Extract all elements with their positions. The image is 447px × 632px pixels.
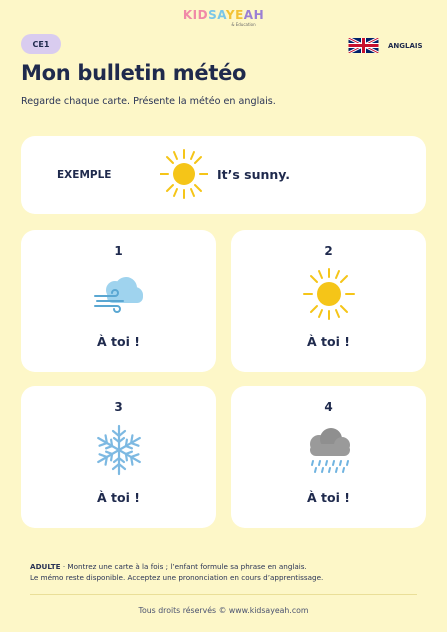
footer-divider bbox=[30, 594, 417, 595]
page-title: Mon bulletin météo bbox=[21, 61, 247, 85]
card-prompt: À toi ! bbox=[97, 334, 140, 349]
card-number: 4 bbox=[324, 400, 333, 414]
language-indicator bbox=[348, 38, 423, 53]
level-badge: CE1 bbox=[21, 34, 61, 54]
example-sentence: It’s sunny. bbox=[217, 167, 291, 182]
card-number: 1 bbox=[114, 244, 123, 258]
example-card bbox=[21, 136, 426, 214]
card-prompt: À toi ! bbox=[307, 490, 350, 505]
language-label: ANGLAIS bbox=[388, 41, 423, 50]
footer-copyright: Tous droits réservés © www.kidsayeah.com bbox=[138, 606, 309, 615]
adult-note bbox=[30, 561, 430, 583]
weather-card-4[interactable] bbox=[231, 386, 426, 528]
logo-wordmark: KIDSAYEAH bbox=[182, 8, 265, 22]
instructions: Regarde chaque carte. Présente la météo en anglais. bbox=[21, 96, 276, 107]
weather-card-3[interactable] bbox=[21, 386, 216, 528]
adult-note-line1: · Montrez une carte à la fois ; l’enfant formule sa phrase en anglais. bbox=[60, 562, 307, 571]
adult-note-line2: Le mémo reste disponible. Acceptez une prononciation en cours d’apprentissage. bbox=[30, 573, 324, 582]
brand-logo bbox=[0, 8, 447, 27]
windy-cloud-icon bbox=[93, 268, 145, 320]
card-prompt: À toi ! bbox=[97, 490, 140, 505]
card-number: 3 bbox=[114, 400, 123, 414]
logo-subtitle: & Education bbox=[231, 22, 256, 27]
card-number: 2 bbox=[324, 244, 333, 258]
card-prompt: À toi ! bbox=[307, 334, 350, 349]
rain-cloud-icon bbox=[303, 424, 355, 476]
sun-icon bbox=[303, 268, 355, 320]
example-label: EXEMPLE bbox=[57, 169, 112, 181]
weather-card-2[interactable] bbox=[231, 230, 426, 372]
uk-flag-icon bbox=[348, 38, 379, 53]
sun-icon bbox=[160, 148, 208, 200]
adult-note-label: ADULTE bbox=[30, 562, 61, 571]
weather-card-1[interactable] bbox=[21, 230, 216, 372]
snowflake-icon bbox=[93, 424, 145, 476]
